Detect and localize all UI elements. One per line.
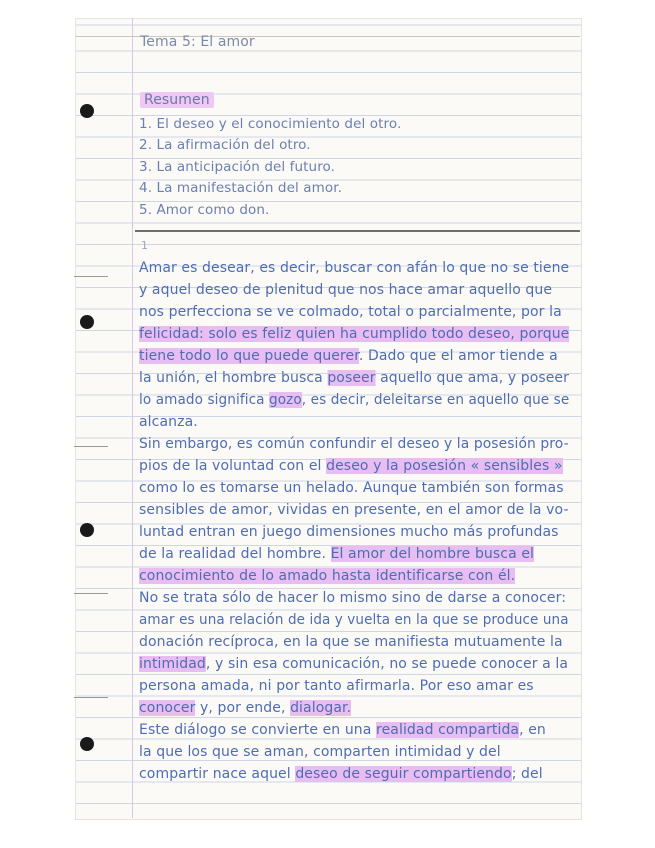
body-line	[139, 524, 559, 540]
line-segment: y aquel deseo de plenitud que nos hace amar aquello que	[139, 282, 553, 298]
line-segment: lo amado significa	[139, 392, 270, 408]
margin-line	[132, 18, 133, 818]
punch-hole	[80, 523, 94, 537]
summary-item: 4. La manifestación del amor.	[139, 180, 343, 196]
line-segment: la unión, el hombre busca	[139, 370, 328, 386]
line-segment: pios de la voluntad con el	[139, 458, 327, 474]
body-line	[139, 546, 534, 562]
line-segment: . Dado que el amor tiende a	[358, 348, 558, 364]
margin-dash	[74, 446, 108, 447]
line-segment: ; del	[511, 766, 543, 782]
highlighted-text: gozo	[269, 392, 302, 408]
line-segment: No se trata sólo de hacer lo mismo sino de darse a conocer:	[139, 590, 567, 606]
highlighted-text: dialogar.	[290, 700, 352, 716]
summary-item: 5. Amor como don.	[139, 202, 270, 218]
line-segment: Este diálogo se convierte en una	[139, 722, 377, 738]
page-title: Tema 5: El amor	[140, 34, 255, 50]
line-segment: , y sin esa comunicación, no se puede conocer a la	[205, 656, 569, 672]
body-line	[139, 678, 534, 694]
summary-item: 2. La afirmación del otro.	[139, 137, 311, 153]
line-segment: Amar es desear, es decir, buscar con afán lo que no se tiene	[139, 260, 570, 276]
highlighted-text: tiene todo lo que puede querer	[139, 348, 359, 364]
body-line	[139, 612, 569, 628]
line-segment: luntad entran en juego dimensiones mucho más profundas	[139, 524, 559, 540]
punch-hole	[80, 104, 94, 118]
line-segment: aquello que ama, y poseer	[375, 370, 569, 386]
margin-dash	[74, 276, 108, 277]
body-line	[139, 370, 569, 386]
margin-dash	[74, 697, 108, 698]
body-line	[139, 700, 351, 716]
line-segment: y, por ende,	[195, 700, 291, 716]
section-divider	[135, 230, 580, 232]
section-number: 1	[141, 239, 149, 252]
line-segment: amar es una relación de ida y vuelta en la que se produce una	[139, 612, 569, 628]
body-line	[139, 458, 563, 474]
body-line	[139, 502, 569, 518]
highlighted-text: conocer	[139, 700, 196, 716]
line-segment: felicidad:	[139, 326, 209, 342]
body-line	[139, 392, 569, 408]
body-line	[139, 656, 568, 672]
line-segment: la que los que se aman, comparten intimidad y del	[139, 744, 501, 760]
highlighted-text: El amor del hombre busca el	[330, 546, 535, 562]
highlighted-text: intimidad	[139, 656, 206, 672]
highlighted-text: poseer	[327, 370, 376, 386]
line-segment: sensibles de amor, vividas en presente, en el amor de la vo-	[139, 502, 569, 518]
margin-dash	[74, 593, 108, 594]
line-segment: , es decir, deleitarse en aquello que se	[301, 392, 570, 408]
line-segment: , en	[519, 722, 546, 738]
line-segment: nos perfecciona se ve colmado, total o parcialmente, por la	[139, 304, 562, 320]
punch-hole	[80, 315, 94, 329]
highlighted-text: deseo de seguir compartiendo	[295, 766, 512, 782]
line-segment: de la realidad del hombre.	[139, 546, 331, 562]
summary-heading: Resumen	[140, 92, 214, 108]
body-line	[139, 634, 563, 650]
body-line	[139, 480, 564, 496]
body-line	[139, 260, 569, 276]
body-line	[139, 348, 558, 364]
line-segment: como lo es tomarse un helado. Aunque también son formas	[139, 480, 564, 496]
highlighted-text: realidad compartida	[376, 722, 520, 738]
line-segment: compartir nace aquel	[139, 766, 296, 782]
body-line	[139, 436, 569, 452]
body-line	[139, 304, 562, 320]
line-segment: Sin embargo, es común confundir el deseo y la posesión pro-	[139, 436, 569, 452]
body-line	[139, 766, 543, 782]
body-line	[139, 744, 501, 760]
body-line	[139, 282, 552, 298]
body-line	[139, 590, 566, 606]
body-line	[139, 722, 546, 738]
highlighted-text: solo es feliz quien ha cumplido todo deseo, porque	[208, 326, 570, 342]
body-line	[139, 414, 198, 430]
body-line	[139, 568, 515, 584]
punch-hole	[80, 737, 94, 751]
line-segment: donación recíproca, en la que se manifiesta mutuamente la	[139, 634, 563, 650]
summary-item: 3. La anticipación del futuro.	[139, 159, 336, 175]
highlighted-text: deseo y la posesión « sensibles »	[326, 458, 563, 474]
highlighted-text: conocimiento de lo amado hasta identificarse con él.	[139, 568, 516, 584]
body-line	[139, 326, 569, 342]
line-segment: persona amada, ni por tanto afirmarla. Por eso amar es	[139, 678, 534, 694]
summary-item: 1. El deseo y el conocimiento del otro.	[139, 116, 402, 132]
line-segment: alcanza.	[139, 414, 198, 430]
